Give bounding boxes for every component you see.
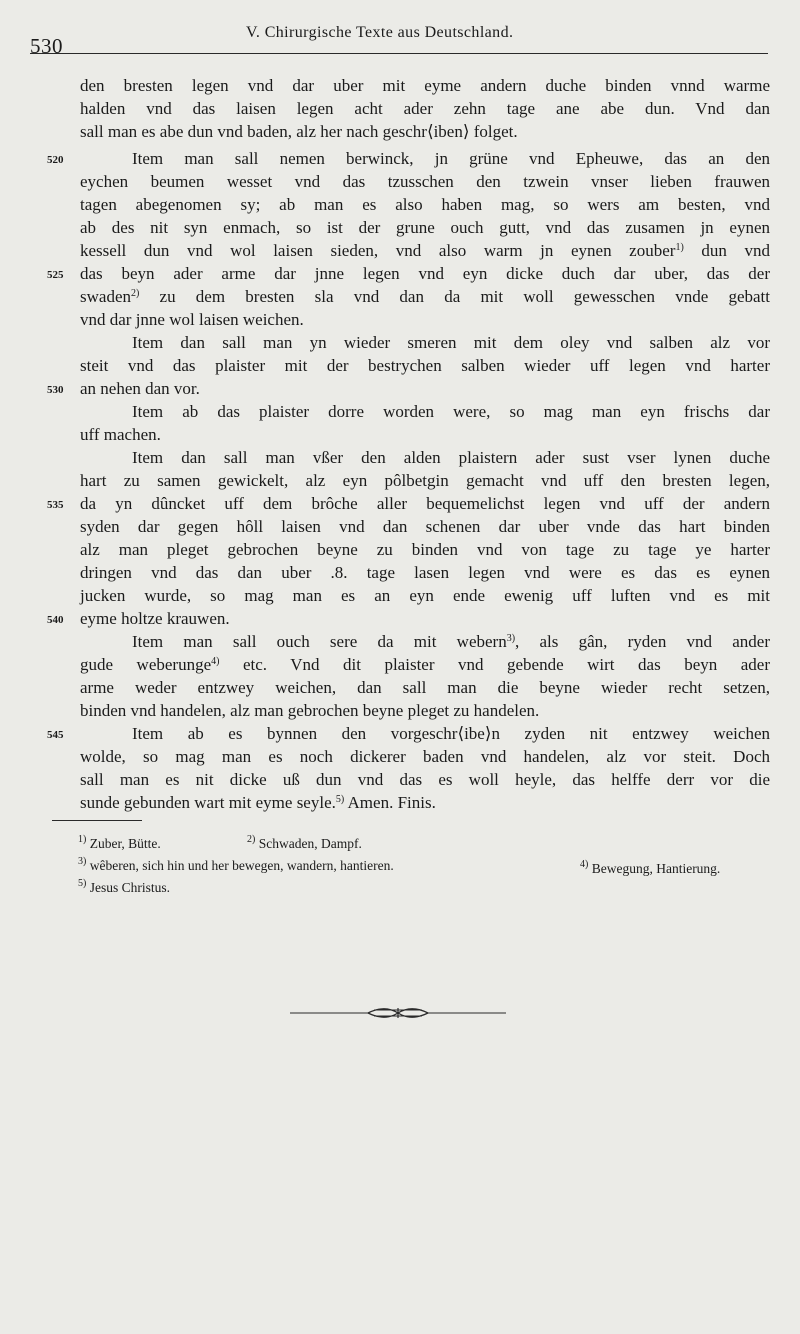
footnote-marker: 3) — [78, 856, 87, 867]
line-number: 530 — [47, 384, 64, 396]
text-line: 520 Item man sall nemen berwinck, jn grüne vnd Epheuwe, das an den — [132, 147, 770, 170]
text-line: Item man sall ouch sere da mit webern$^{3)}$, als gân, ryden vnd ander — [132, 632, 771, 651]
line-number: 520 — [47, 154, 64, 166]
footnote-ref: 1) — [675, 242, 684, 253]
running-head: V. Chirurgische Texte aus Deutschland. — [246, 24, 514, 41]
text-line: 530 an nehen dan vor. — [80, 377, 770, 400]
text-line: 525 das beyn ader arme dar jnne legen vnd eyn dicke duch dar uber, das der — [80, 262, 770, 285]
footnote-rule — [52, 820, 142, 821]
end-ornament-icon — [290, 1003, 506, 1023]
text-line: halden vnd das laisen legen acht ader zehn tage ane abe dun. Vnd dan — [80, 99, 770, 118]
footnote-ref: 5) — [335, 794, 345, 805]
text-line: eychen beumen wesset vnd das tzusschen den tzwein vnser lieben frauwen — [80, 172, 770, 191]
text-line: syden dar gegen hôll laisen vnd dan schenen dar uber vnde das hart binden — [80, 517, 770, 536]
text-line: swaden$^{2)}$ zu dem bresten sla vnd dan da mit woll gewesschen vnde gebatt — [80, 287, 770, 306]
text-line: hart zu samen gewickelt, alz eyn pôlbetgin gemacht vnd uff den bresten legen, — [80, 471, 770, 490]
text-line: arme weder entzwey weichen, dan sall man die beyne wieder recht setzen, — [80, 678, 770, 697]
footnote-marker: 1) — [78, 834, 87, 845]
text-line: ab des nit syn enmach, so ist der grune ouch gutt, vnd das zusamen jn eynen — [80, 218, 770, 237]
text-line: jucken wurde, so mag man es an eyn ende ewenig uff luften vnd es mit — [80, 586, 770, 605]
footnote-ref: 3) — [506, 633, 516, 644]
line-number: 525 — [47, 269, 64, 281]
text-line: binden vnd handelen, alz man gebrochen beyne pleget zu handelen. — [80, 701, 540, 720]
text-line: alz man pleget gebrochen beyne zu binden vnd von tage zu tage ye harter — [80, 540, 770, 559]
text-line: 540 eyme holtze krauwen. — [80, 607, 770, 630]
text-line: den bresten legen vnd dar uber mit eyme andern duche binden vnnd warme — [80, 76, 770, 95]
footnote-1: $^{1)}$ Zuber, Bütte. — [78, 834, 161, 851]
text-line: Item ab das plaister dorre worden were, so mag man eyn frischs dar — [132, 402, 770, 421]
footnote-3: $^{3)}$ wêberen, sich hin und her bewegen, wandern, hantieren. — [78, 856, 394, 873]
text-line: sunde gebunden wart mit eyme seyle.$^{5)}$ Amen. Finis. — [80, 793, 436, 812]
text-line: steit vnd das plaister mit der bestrychen salben wieder uff legen vnd harter — [80, 356, 770, 375]
footnote-marker: 4) — [580, 859, 589, 870]
text-line: 535 da yn dûncket uff dem brôche aller bequemelichst legen vnd uff der andern — [80, 492, 770, 515]
text-line: dringen vnd das dan uber .8. tage lasen legen vnd were es das es eynen — [80, 563, 770, 582]
footnote-marker: 5) — [78, 878, 87, 889]
text-line: Item dan sall man vßer den alden plaistern ader sust vser lynen duche — [132, 448, 770, 467]
text-line: uff machen. — [80, 425, 161, 444]
text-line: sall man es nit dicke uß dun vnd das es woll heyle, das helffe derr vor die — [80, 770, 770, 789]
text-line: tagen abegenomen sy; ab man es also haben mag, so wers am besten, vnd — [80, 195, 770, 214]
line-number: 540 — [47, 614, 64, 626]
footnote-ref: 4) — [211, 656, 220, 667]
header-rule — [30, 53, 768, 54]
text-line: 545 Item ab es bynnen den vorgeschr⟨ibe⟩n zyden nit entzwey weichen — [132, 722, 770, 745]
page-number: 530 — [30, 34, 63, 58]
footnote-5: $^{5)}$ Jesus Christus. — [78, 878, 170, 895]
footnote-2: $^{2)}$ Schwaden, Dampf. — [247, 834, 362, 851]
line-number: 535 — [47, 499, 64, 511]
text-line: vnd dar jnne wol laisen weichen. — [80, 310, 304, 329]
footnote-4: $^{4)}$ Bewegung, Hantierung. — [580, 859, 721, 876]
text-line: wolde, so mag man es noch dickerer baden vnd handelen, alz vor steit. Doch — [80, 747, 770, 766]
footnote-ref: 2) — [130, 288, 140, 299]
line-number: 545 — [47, 729, 64, 741]
text-line: Item dan sall man yn wieder smeren mit dem oley vnd salben alz vor — [132, 333, 770, 352]
text-line: gude weberunge$^{4)}$ etc. Vnd dit plaister vnd gebende wirt das beyn ader — [80, 655, 770, 674]
text-line: kessell dun vnd wol laisen sieden, vnd also warm jn eynen zouber$^{1)}$ dun vnd — [80, 241, 770, 260]
text-line: sall man es abe dun vnd baden, alz her nach geschr⟨iben⟩ folget. — [80, 122, 518, 141]
footnote-marker: 2) — [247, 834, 256, 845]
